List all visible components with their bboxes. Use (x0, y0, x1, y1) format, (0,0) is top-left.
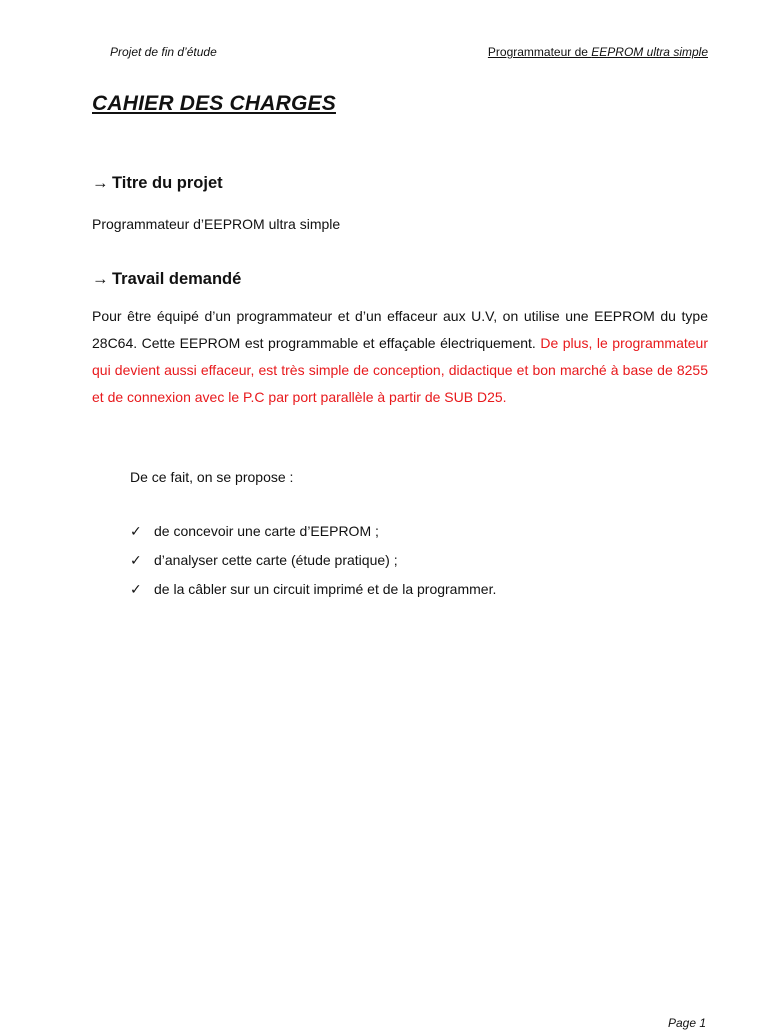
section-heading-label: Titre du projet (112, 174, 223, 192)
checkmark-icon: ✓ (130, 552, 142, 568)
page-number: Page 1 (668, 1016, 707, 1030)
task-checklist (130, 521, 496, 608)
work-paragraph (92, 303, 708, 411)
header-right-text (488, 45, 708, 59)
checkmark-icon: ✓ (130, 523, 142, 539)
paragraph-black-text: Pour être équipé d’un programmateur et d’un effaceur aux U.V, on utilise une EEPROM du type 28C64. Cette EEPROM est programmable et effaçable électriquement. (92, 308, 708, 351)
right-arrow-icon: → (92, 270, 109, 288)
intro-text: De ce fait, on se propose : (130, 469, 294, 485)
list-item-text: de la câbler sur un circuit imprimé et de la programmer. (154, 581, 497, 597)
list-item (130, 550, 496, 579)
list-item-text: de concevoir une carte d’EEPROM ; (154, 523, 379, 539)
right-arrow-icon: → (92, 174, 109, 192)
list-item-text: d’analyser cette carte (étude pratique) ; (154, 552, 398, 568)
header-left-text: Projet de fin d’étude (110, 45, 217, 59)
list-item (130, 579, 496, 608)
paragraph-red-text: De plus, le programmateur qui devient aussi effaceur, est très simple de conception, didactique et bon marché à base de 8255 et de connexion avec le P.C par port parallèle à partir de SUB D25. (92, 335, 708, 405)
project-title-text: Programmateur d’EEPROM ultra simple (92, 216, 341, 232)
section-heading-travail (92, 270, 241, 289)
section-heading-titre (92, 174, 223, 193)
document-title: CAHIER DES CHARGES (92, 92, 336, 115)
header-right-italic: EEPROM ultra simple (591, 45, 708, 59)
header-right-prefix: Programmateur de (487, 45, 592, 59)
section-heading-label: Travail demandé (112, 270, 242, 288)
list-item (130, 521, 496, 550)
checkmark-icon: ✓ (130, 581, 142, 597)
